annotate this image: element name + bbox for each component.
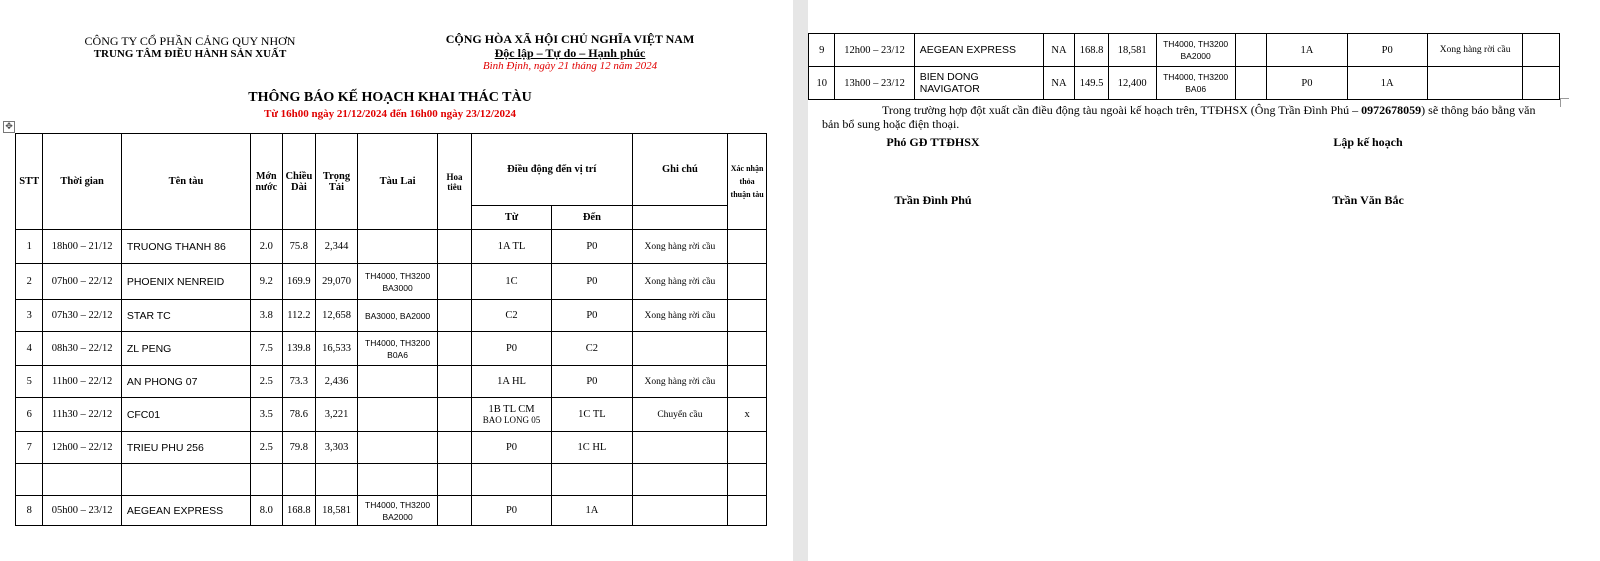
cell-length: 112.2: [282, 300, 316, 332]
cell-tug: [357, 264, 437, 300]
cell-pilot: [438, 300, 472, 332]
tug-line-1: BA3000, BA2000: [364, 310, 431, 321]
tug-line-2: B0A6: [387, 349, 408, 360]
cell-confirm: [1523, 34, 1560, 67]
cell-confirm: [728, 300, 767, 332]
cell-empty: [316, 464, 358, 496]
cell-ship-name: AEGEAN EXPRESS: [121, 496, 250, 526]
cell-length: 75.8: [282, 230, 316, 264]
cell-from: P0: [471, 332, 551, 366]
cell-to: 1C TL: [552, 398, 632, 432]
cell-from: P0: [471, 496, 551, 526]
cell-note: [632, 496, 728, 526]
cell-length: 168.8: [1075, 34, 1109, 67]
cell-tonnage: 12,658: [316, 300, 358, 332]
signer-right-name: Trần Văn Bắc: [1332, 193, 1404, 207]
cell-from: C2: [471, 300, 551, 332]
cell-tug: [357, 496, 437, 526]
document-page-2: [808, 0, 1600, 561]
cell-draft: NA: [1043, 67, 1075, 100]
cell-empty: [471, 464, 551, 496]
cell-tonnage: 29,070: [316, 264, 358, 300]
signer-left-title: Phó GĐ TTĐHSX: [886, 135, 980, 149]
cell-draft: 8.0: [251, 496, 283, 526]
cell-stt: 1: [16, 230, 43, 264]
cell-stt: 9: [809, 34, 835, 67]
cell-empty: [16, 464, 43, 496]
cell-note: Xong hàng rời cầu: [632, 230, 728, 264]
paragraph-text-end: ) sẽ thông báo bằng văn bản bổ sung hoặc điện thoại.: [822, 103, 1536, 131]
phone-number: 0972678059: [1361, 103, 1422, 117]
cell-time: 05h00 – 23/12: [43, 496, 121, 526]
table-row: [16, 300, 767, 332]
cell-to: 1A: [1347, 67, 1427, 100]
header-tonnage: Trọng Tải: [316, 134, 358, 230]
cell-tonnage: 2,344: [316, 230, 358, 264]
contingency-paragraph: [822, 103, 1542, 131]
cell-ship-name: TRIEU PHU 256: [121, 432, 250, 464]
cell-to: P0: [552, 300, 632, 332]
cell-tonnage: 18,581: [1108, 34, 1156, 67]
header-ship-name: Tên tàu: [121, 134, 250, 230]
cell-draft: 7.5: [251, 332, 283, 366]
cell-from: 1A: [1267, 34, 1347, 67]
cell-draft: 2.5: [251, 366, 283, 398]
header-time: Thời gian: [43, 134, 121, 230]
cell-time: 11h00 – 22/12: [43, 366, 121, 398]
signer-left-name: Trần Đình Phú: [894, 193, 972, 207]
cell-tug: [1156, 67, 1235, 100]
cell-tonnage: 3,221: [316, 398, 358, 432]
tug-line-1: TH4000, TH3200: [1163, 72, 1229, 82]
header-draft: Mớn nước: [251, 134, 283, 230]
cell-stt: 10: [809, 67, 835, 100]
cell-time: 11h30 – 22/12: [43, 398, 121, 432]
header-to: Đến: [552, 206, 632, 230]
tug-line-2: BA2000: [382, 511, 413, 522]
cell-from: 1C: [471, 264, 551, 300]
tug-line-1: TH4000, TH3200: [1163, 39, 1229, 49]
cell-confirm: [728, 230, 767, 264]
company-department: TRUNG TÂM ĐIỀU HÀNH SẢN XUẤT: [93, 48, 287, 60]
table-row: [16, 230, 767, 264]
cell-length: 139.8: [282, 332, 316, 366]
cell-ship-name: CFC01: [121, 398, 250, 432]
cell-confirm: [728, 366, 767, 398]
table-row: [16, 496, 767, 526]
tug-line-2: BA2000: [1180, 51, 1211, 61]
cell-to: P0: [1347, 34, 1427, 67]
cell-pilot: [438, 432, 472, 464]
cell-note: [632, 332, 728, 366]
table-row: [809, 34, 1560, 67]
cell-confirm: [728, 432, 767, 464]
cell-empty: [632, 464, 728, 496]
cell-tonnage: 2,436: [316, 366, 358, 398]
cell-pilot: [438, 230, 472, 264]
header-stt: STT: [16, 134, 43, 230]
cell-ship-name: [914, 67, 1043, 100]
cell-from: [471, 398, 551, 432]
cell-stt: 2: [16, 264, 43, 300]
tug-line-1: TH4000, TH3200: [365, 270, 431, 281]
cell-note: [632, 432, 728, 464]
cell-tonnage: 16,533: [316, 332, 358, 366]
header-from: Từ: [471, 206, 551, 230]
cell-from: 1A HL: [471, 366, 551, 398]
cell-length: 79.8: [282, 432, 316, 464]
cell-stt: 5: [16, 366, 43, 398]
schedule-table: [15, 133, 767, 526]
cell-confirm: [1523, 67, 1560, 100]
cell-ship-name: AN PHONG 07: [121, 366, 250, 398]
ship-name-line-1: AEGEAN EXPRESS: [919, 44, 1016, 56]
cell-draft: 2.5: [251, 432, 283, 464]
cell-length: 73.3: [282, 366, 316, 398]
cell-note: Chuyển cầu: [632, 398, 728, 432]
cell-note: [1427, 67, 1523, 100]
cell-tonnage: 12,400: [1108, 67, 1156, 100]
cell-empty: [728, 464, 767, 496]
cell-time: 07h00 – 22/12: [43, 264, 121, 300]
cell-confirm: [728, 496, 767, 526]
tug-line-2: BA3000: [382, 282, 413, 293]
cell-empty: [121, 464, 250, 496]
cell-tug: [1156, 34, 1235, 67]
cell-confirm: [728, 332, 767, 366]
cell-draft: 2.0: [251, 230, 283, 264]
cell-to: 1A: [552, 496, 632, 526]
cell-tug: [357, 432, 437, 464]
cell-pilot: [1235, 34, 1267, 67]
cell-from: 1A TL: [471, 230, 551, 264]
cell-length: 149.5: [1075, 67, 1109, 100]
cell-to: P0: [552, 230, 632, 264]
cell-time: 12h00 – 23/12: [835, 34, 914, 67]
cell-to: P0: [552, 264, 632, 300]
cell-pilot: [1235, 67, 1267, 100]
date-line: Bình Định, ngày 21 tháng 12 năm 2024: [482, 60, 658, 72]
table-row: [809, 67, 1560, 100]
table-row: [16, 432, 767, 464]
table-row-empty: [16, 464, 767, 496]
paragraph-text: Trong trường hợp đột xuất cần điều động tàu ngoài kế hoạch trên, TTĐHSX (Ông Trần Đình Phú –: [882, 103, 1362, 117]
cell-to: 1C HL: [552, 432, 632, 464]
company-name: CÔNG TY CỔ PHẦN CẢNG QUY NHƠN: [84, 34, 296, 48]
cell-to: C2: [552, 332, 632, 366]
cell-pilot: [438, 496, 472, 526]
cell-draft: 9.2: [251, 264, 283, 300]
cell-from: P0: [1267, 67, 1347, 100]
cell-length: 78.6: [282, 398, 316, 432]
table-row: [16, 398, 767, 432]
cell-ship-name: [914, 34, 1043, 67]
cell-from: P0: [471, 432, 551, 464]
header-note-sub: [632, 206, 728, 230]
cell-stt: 8: [16, 496, 43, 526]
header-tug: Tàu Lai: [357, 134, 437, 230]
cell-note: Xong hàng rời cầu: [1427, 34, 1523, 67]
cell-ship-name: TRUONG THANH 86: [121, 230, 250, 264]
cell-tug: [357, 332, 437, 366]
ship-name-line-2: NAVIGATOR: [919, 83, 980, 95]
table-move-handle-icon[interactable]: ✥: [3, 121, 15, 133]
cell-length: 168.8: [282, 496, 316, 526]
cell-empty: [43, 464, 121, 496]
document-page-1: [0, 0, 793, 561]
cell-time: 07h30 – 22/12: [43, 300, 121, 332]
cell-empty: [251, 464, 283, 496]
cell-tonnage: 3,303: [316, 432, 358, 464]
cell-empty: [357, 464, 437, 496]
cell-length: 169.9: [282, 264, 316, 300]
table-row: [16, 332, 767, 366]
paragraph-corner-mark: [1560, 98, 1569, 107]
table-row: [16, 264, 767, 300]
from-line-1: 1B TL CM: [488, 404, 535, 415]
cell-ship-name: PHOENIX NENREID: [121, 264, 250, 300]
header-pilot: Hoa tiêu: [438, 134, 472, 230]
tug-line-2: BA06: [1185, 84, 1207, 94]
cell-time: 13h00 – 23/12: [835, 67, 914, 100]
cell-tug: [357, 230, 437, 264]
header-length: Chiều Dài: [282, 134, 316, 230]
cell-confirm: [728, 264, 767, 300]
document-title: THÔNG BÁO KẾ HOẠCH KHAI THÁC TÀU: [248, 90, 532, 105]
cell-stt: 6: [16, 398, 43, 432]
cell-time: 18h00 – 21/12: [43, 230, 121, 264]
nation-title: CỘNG HÒA XÃ HỘI CHỦ NGHĨA VIỆT NAM: [445, 32, 695, 46]
cell-confirm: x: [728, 398, 767, 432]
cell-time: 08h30 – 22/12: [43, 332, 121, 366]
document-subtitle: Từ 16h00 ngày 21/12/2024 đến 16h00 ngày 23/12/2024: [263, 108, 516, 120]
cell-note: Xong hàng rời cầu: [632, 300, 728, 332]
signer-right-title: Lập kế hoạch: [1333, 135, 1403, 149]
nation-motto: Độc lập – Tự do – Hạnh phúc: [494, 46, 646, 60]
cell-ship-name: STAR TC: [121, 300, 250, 332]
cell-empty: [552, 464, 632, 496]
table-row: [16, 366, 767, 398]
cell-tug: [357, 300, 437, 332]
tug-line-1: TH4000, TH3200: [365, 499, 431, 510]
header-note: Ghi chú: [632, 134, 728, 206]
cell-stt: 3: [16, 300, 43, 332]
ship-name-line-1: BIEN DONG: [919, 71, 979, 83]
cell-ship-name: ZL PENG: [121, 332, 250, 366]
tug-line-1: TH4000, TH3200: [365, 337, 431, 348]
cell-tug: [357, 366, 437, 398]
cell-tonnage: 18,581: [316, 496, 358, 526]
header-confirm: Xác nhận thỏa thuận tàu: [728, 134, 767, 230]
header-move: Điều động đến vị trí: [471, 134, 632, 206]
cell-empty: [438, 464, 472, 496]
cell-draft: NA: [1043, 34, 1075, 67]
cell-note: Xong hàng rời cầu: [632, 264, 728, 300]
cell-pilot: [438, 398, 472, 432]
cell-stt: 7: [16, 432, 43, 464]
cell-pilot: [438, 264, 472, 300]
cell-tug: [357, 398, 437, 432]
cell-note: Xong hàng rời cầu: [632, 366, 728, 398]
cell-empty: [282, 464, 316, 496]
cell-pilot: [438, 332, 472, 366]
cell-pilot: [438, 366, 472, 398]
from-line-2: BAO LONG 05: [482, 415, 541, 425]
cell-draft: 3.5: [251, 398, 283, 432]
cell-stt: 4: [16, 332, 43, 366]
cell-draft: 3.8: [251, 300, 283, 332]
schedule-table-continued: [808, 33, 1560, 100]
table-header-row: [16, 134, 767, 206]
cell-to: P0: [552, 366, 632, 398]
cell-time: 12h00 – 22/12: [43, 432, 121, 464]
